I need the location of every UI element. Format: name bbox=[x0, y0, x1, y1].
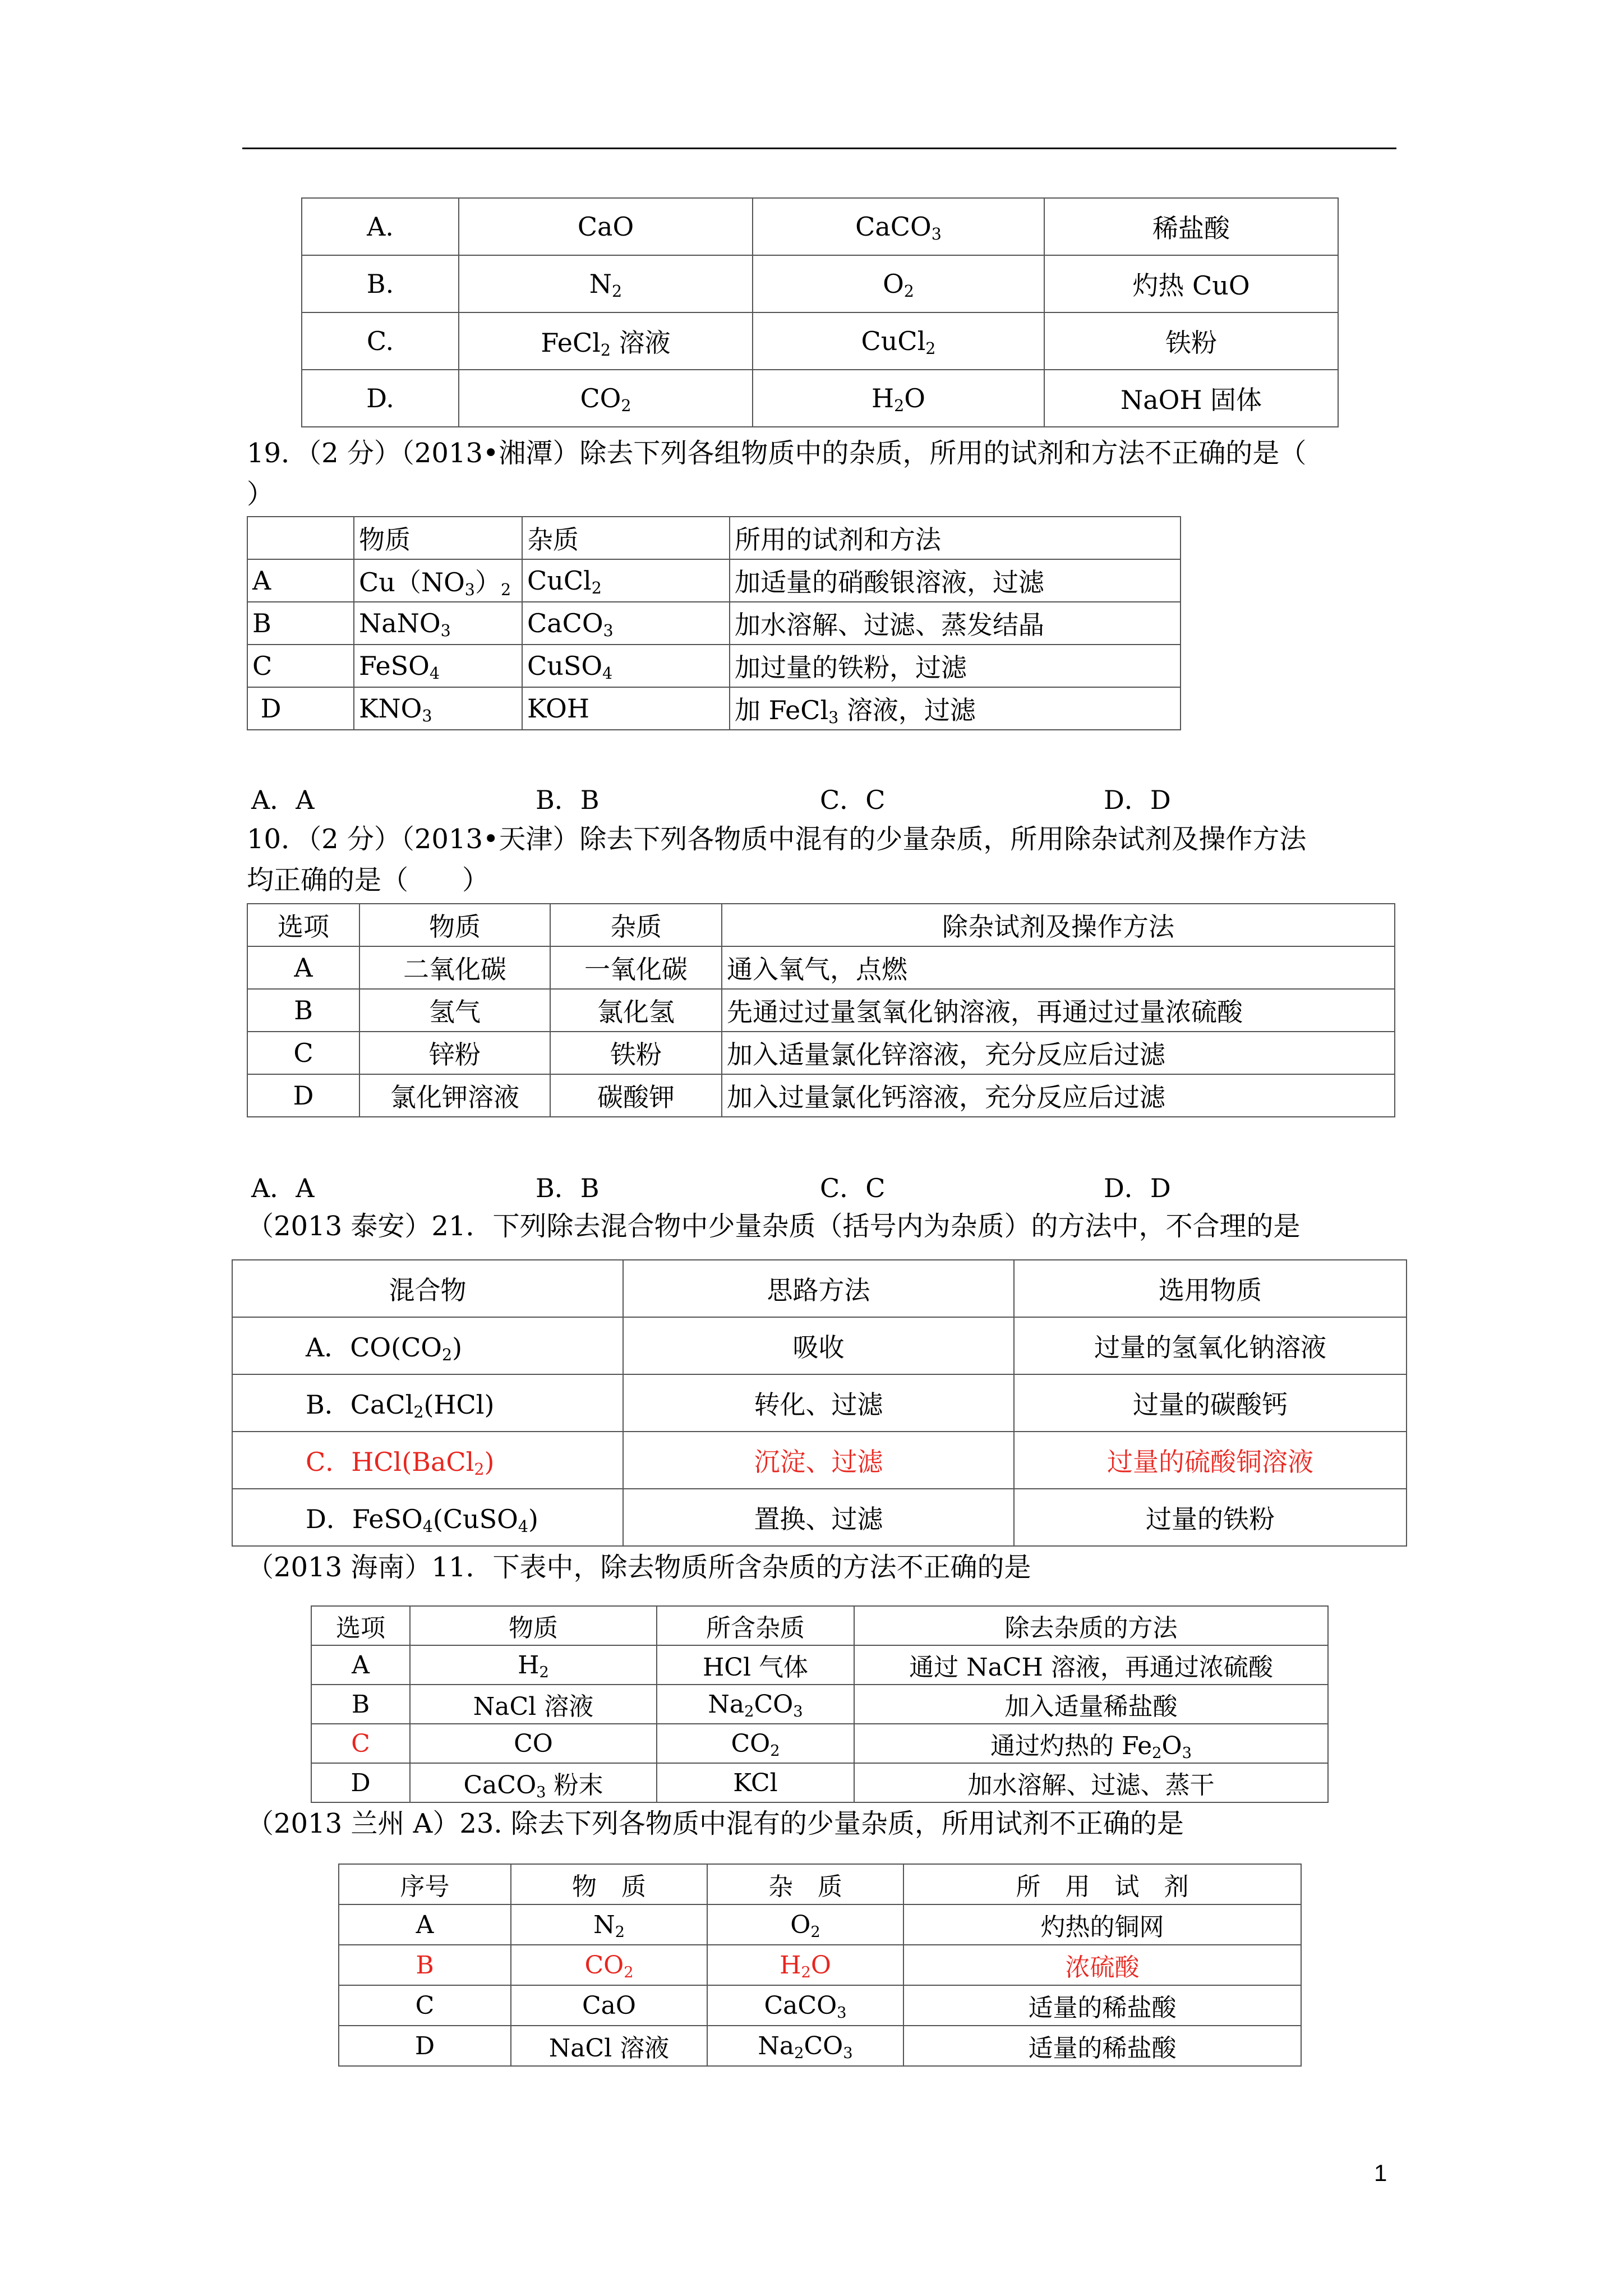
table-row bbox=[247, 1032, 1395, 1074]
table-header-cell bbox=[247, 517, 354, 559]
table-cell: 二氧化碳 bbox=[359, 946, 550, 989]
table-cell: $CO_2$ bbox=[459, 370, 753, 427]
table-row bbox=[302, 370, 1338, 427]
table-cell: 铁粉 bbox=[550, 1032, 722, 1074]
question-stem: 19．（2 分）（2013•湘潭）除去下列各组物质中的杂质，所用的试剂和方法不正确的是（ bbox=[247, 438, 1307, 469]
table-cell: A bbox=[247, 559, 354, 602]
table-cell: 转化、过滤 bbox=[623, 1374, 1014, 1432]
question-table bbox=[338, 1864, 1302, 2067]
table-row bbox=[247, 946, 1395, 989]
table-cell: 置换、过滤 bbox=[623, 1489, 1014, 1546]
table-cell: 加入适量氯化锌溶液，充分反应后过滤 bbox=[722, 1032, 1395, 1074]
table-header-row bbox=[247, 517, 1181, 559]
table-header-cell: 选项 bbox=[311, 1606, 410, 1645]
table-header-cell: 所 用 试 剂 bbox=[903, 1864, 1301, 1904]
table-row bbox=[232, 1317, 1407, 1374]
table-cell: C bbox=[339, 1985, 511, 2026]
table-header-cell: 杂质 bbox=[550, 904, 722, 946]
answer-option-a: A．A bbox=[251, 1173, 315, 1203]
table-cell: B．CaCl$_2$(HCl) bbox=[232, 1374, 623, 1432]
table-cell: C bbox=[247, 1032, 359, 1074]
table-cell: 铁粉 bbox=[1044, 312, 1338, 370]
table-header-cell: 杂质 bbox=[522, 517, 730, 559]
table-cell: 先通过过量氢氧化钠溶液，再通过过量浓硫酸 bbox=[722, 989, 1395, 1032]
table-cell: D bbox=[247, 1074, 359, 1117]
table-cell: 氯化钾溶液 bbox=[359, 1074, 550, 1117]
answer-option-d: D．D bbox=[1104, 1173, 1171, 1203]
table-cell: $Na_2CO_3$ bbox=[657, 1685, 854, 1724]
table-header-row bbox=[339, 1864, 1301, 1904]
table-header-cell: 序号 bbox=[339, 1864, 511, 1904]
question-stem: （2013 兰州 A）23. 除去下列各物质中混有的少量杂质，所用试剂不正确的是 bbox=[247, 1808, 1184, 1839]
answer-option-b: B．B bbox=[536, 785, 600, 815]
table-cell: 通入氧气，点燃 bbox=[722, 946, 1395, 989]
table-row bbox=[232, 1489, 1407, 1546]
table-row bbox=[247, 687, 1181, 730]
table-cell: 灼热的铜网 bbox=[903, 1904, 1301, 1945]
table-cell: 过量的氢氧化钠溶液 bbox=[1014, 1317, 1407, 1374]
table-cell: C bbox=[247, 645, 354, 687]
table-cell: KCl bbox=[657, 1763, 854, 1802]
question-table bbox=[232, 1259, 1407, 1547]
table-header-cell: 混合物 bbox=[232, 1260, 623, 1317]
table-cell: 适量的稀盐酸 bbox=[903, 1985, 1301, 2026]
answer-option-c: C．C bbox=[820, 1173, 886, 1203]
table-row bbox=[247, 645, 1181, 687]
table-cell: D. bbox=[302, 370, 459, 427]
table-header-cell: 杂 质 bbox=[707, 1864, 903, 1904]
question-table bbox=[247, 903, 1395, 1117]
table-row bbox=[232, 1374, 1407, 1432]
table-cell: $H_2O$ bbox=[753, 370, 1044, 427]
table-cell: CaO bbox=[459, 198, 753, 255]
table-cell: FeCl$_2$ 溶液 bbox=[459, 312, 753, 370]
table-cell: 加入过量氯化钙溶液，充分反应后过滤 bbox=[722, 1074, 1395, 1117]
table-row bbox=[247, 559, 1181, 602]
table-cell: 加适量的硝酸银溶液，过滤 bbox=[730, 559, 1181, 602]
table-cell: KOH bbox=[522, 687, 730, 730]
table-cell: CuCl$_2$ bbox=[753, 312, 1044, 370]
table-cell: D．FeSO$_4$(CuSO$_4$) bbox=[232, 1489, 623, 1546]
table-cell: 氯化氢 bbox=[550, 989, 722, 1032]
table-row bbox=[247, 989, 1395, 1032]
table-cell: 稀盐酸 bbox=[1044, 198, 1338, 255]
table-cell: $O_2$ bbox=[753, 255, 1044, 312]
table-cell: 加 FeCl$_3$ 溶液，过滤 bbox=[730, 687, 1181, 730]
table-row bbox=[247, 1074, 1395, 1117]
table-cell: D bbox=[311, 1763, 410, 1802]
table-continued bbox=[301, 197, 1339, 427]
table-header-cell: 物质 bbox=[354, 517, 522, 559]
table-cell: 浓硫酸 bbox=[903, 1945, 1301, 1985]
question-table bbox=[311, 1605, 1329, 1803]
table-header-row bbox=[247, 904, 1395, 946]
table-cell: 过量的硫酸铜溶液 bbox=[1014, 1432, 1407, 1489]
table-header-cell: 所用的试剂和方法 bbox=[730, 517, 1181, 559]
answer-option-b: B．B bbox=[536, 1173, 600, 1203]
table-cell: 通过 NaCH 溶液，再通过浓硫酸 bbox=[854, 1645, 1328, 1685]
table-header-cell: 除杂试剂及操作方法 bbox=[722, 904, 1395, 946]
question-stem-continued: 均正确的是（ ） bbox=[247, 864, 490, 896]
table-cell-highlighted: C bbox=[311, 1724, 410, 1763]
table-header-row bbox=[232, 1260, 1407, 1317]
table-row bbox=[311, 1724, 1328, 1763]
table-cell: HCl 气体 bbox=[657, 1645, 854, 1685]
table-cell: B bbox=[247, 602, 354, 645]
table-cell: $H_2O$ bbox=[707, 1945, 903, 1985]
table-cell: C．HCl(BaCl$_2$) bbox=[232, 1432, 623, 1489]
table-cell: C. bbox=[302, 312, 459, 370]
table-header-cell: 选用物质 bbox=[1014, 1260, 1407, 1317]
table-cell: A. bbox=[302, 198, 459, 255]
table-cell: 适量的稀盐酸 bbox=[903, 2026, 1301, 2066]
header-rule bbox=[242, 148, 1396, 149]
answer-option-d: D．D bbox=[1104, 785, 1171, 815]
table-header-cell: 物 质 bbox=[511, 1864, 707, 1904]
table-cell: A bbox=[339, 1904, 511, 1945]
question-stem: （2013 泰安）21．下列除去混合物中少量杂质（括号内为杂质）的方法中，不合理的是 bbox=[247, 1211, 1301, 1242]
question-stem: 10．（2 分）（2013•天津）除去下列各物质中混有的少量杂质，所用除杂试剂及操作方法 bbox=[247, 823, 1307, 855]
table-cell: D bbox=[339, 2026, 511, 2066]
table-cell: CaO bbox=[511, 1985, 707, 2026]
answer-option-a: A．A bbox=[251, 785, 315, 815]
table-cell: $O_2$ bbox=[707, 1904, 903, 1945]
question-stem-continued: ） bbox=[247, 478, 274, 510]
table-header-cell: 选项 bbox=[247, 904, 359, 946]
table-cell: CuCl$_2$ bbox=[522, 559, 730, 602]
table-cell: NaCl 溶液 bbox=[410, 1685, 657, 1724]
table-row bbox=[311, 1763, 1328, 1802]
table-row-highlighted bbox=[339, 1945, 1301, 1985]
table-cell: CO bbox=[410, 1724, 657, 1763]
table-cell: NaNO$_3$ bbox=[354, 602, 522, 645]
table-row-highlighted bbox=[232, 1432, 1407, 1489]
table-cell: 沉淀、过滤 bbox=[623, 1432, 1014, 1489]
table-row bbox=[302, 255, 1338, 312]
page-number: 1 bbox=[1374, 2160, 1387, 2186]
table-cell: CaCO$_3$ bbox=[753, 198, 1044, 255]
answer-option-c: C．C bbox=[820, 785, 886, 815]
table-row bbox=[302, 312, 1338, 370]
table-cell: NaCl 溶液 bbox=[511, 2026, 707, 2066]
table-cell: CaCO$_3$ bbox=[707, 1985, 903, 2026]
table-header-cell: 物质 bbox=[359, 904, 550, 946]
table-header-cell: 物质 bbox=[410, 1606, 657, 1645]
table-header-cell: 思路方法 bbox=[623, 1260, 1014, 1317]
table-cell: CaCO$_3$ 粉末 bbox=[410, 1763, 657, 1802]
table-header-cell: 所含杂质 bbox=[657, 1606, 854, 1645]
table-cell: 过量的碳酸钙 bbox=[1014, 1374, 1407, 1432]
table-cell: 锌粉 bbox=[359, 1032, 550, 1074]
table-cell: D bbox=[247, 687, 354, 730]
table-row bbox=[302, 198, 1338, 255]
table-cell: B bbox=[339, 1945, 511, 1985]
table-row bbox=[339, 2026, 1301, 2066]
question-stem: （2013 海南）11．下表中，除去物质所含杂质的方法不正确的是 bbox=[247, 1552, 1031, 1583]
table-cell: NaOH 固体 bbox=[1044, 370, 1338, 427]
table-cell: 加水溶解、过滤、蒸干 bbox=[854, 1763, 1328, 1802]
table-cell: $Na_2CO_3$ bbox=[707, 2026, 903, 2066]
table-cell: 一氧化碳 bbox=[550, 946, 722, 989]
table-cell: FeSO$_4$ bbox=[354, 645, 522, 687]
table-cell: $H_2$ bbox=[410, 1645, 657, 1685]
table-cell: $N_2$ bbox=[511, 1904, 707, 1945]
table-row bbox=[311, 1685, 1328, 1724]
table-row bbox=[311, 1645, 1328, 1685]
table-cell: 加过量的铁粉，过滤 bbox=[730, 645, 1181, 687]
table-cell: $N_2$ bbox=[459, 255, 753, 312]
table-row bbox=[339, 1904, 1301, 1945]
table-cell: 加水溶解、过滤、蒸发结晶 bbox=[730, 602, 1181, 645]
table-cell: A bbox=[311, 1645, 410, 1685]
table-header-row bbox=[311, 1606, 1328, 1645]
table-cell: 碳酸钾 bbox=[550, 1074, 722, 1117]
table-cell: CuSO$_4$ bbox=[522, 645, 730, 687]
table-cell: A bbox=[247, 946, 359, 989]
question-table bbox=[247, 516, 1181, 730]
table-cell: 过量的铁粉 bbox=[1014, 1489, 1407, 1546]
table-cell: 加入适量稀盐酸 bbox=[854, 1685, 1328, 1724]
table-cell: A．$CO(CO_2)$ bbox=[232, 1317, 623, 1374]
table-cell: B bbox=[247, 989, 359, 1032]
table-header-cell: 除去杂质的方法 bbox=[854, 1606, 1328, 1645]
table-cell: 吸收 bbox=[623, 1317, 1014, 1374]
table-row bbox=[247, 602, 1181, 645]
table-cell: 通过灼热的 $Fe_2O_3$ bbox=[854, 1724, 1328, 1763]
table-cell: $KNO_3$ bbox=[354, 687, 522, 730]
table-cell: B. bbox=[302, 255, 459, 312]
table-cell: $Cu(NO_3)_2$ bbox=[354, 559, 522, 602]
table-cell: B bbox=[311, 1685, 410, 1724]
table-cell: 氢气 bbox=[359, 989, 550, 1032]
table-cell: $CO_2$ bbox=[511, 1945, 707, 1985]
table-cell: $CO_2$ bbox=[657, 1724, 854, 1763]
table-cell: CaCO$_3$ bbox=[522, 602, 730, 645]
table-row bbox=[339, 1985, 1301, 2026]
table-cell: 灼热 CuO bbox=[1044, 255, 1338, 312]
